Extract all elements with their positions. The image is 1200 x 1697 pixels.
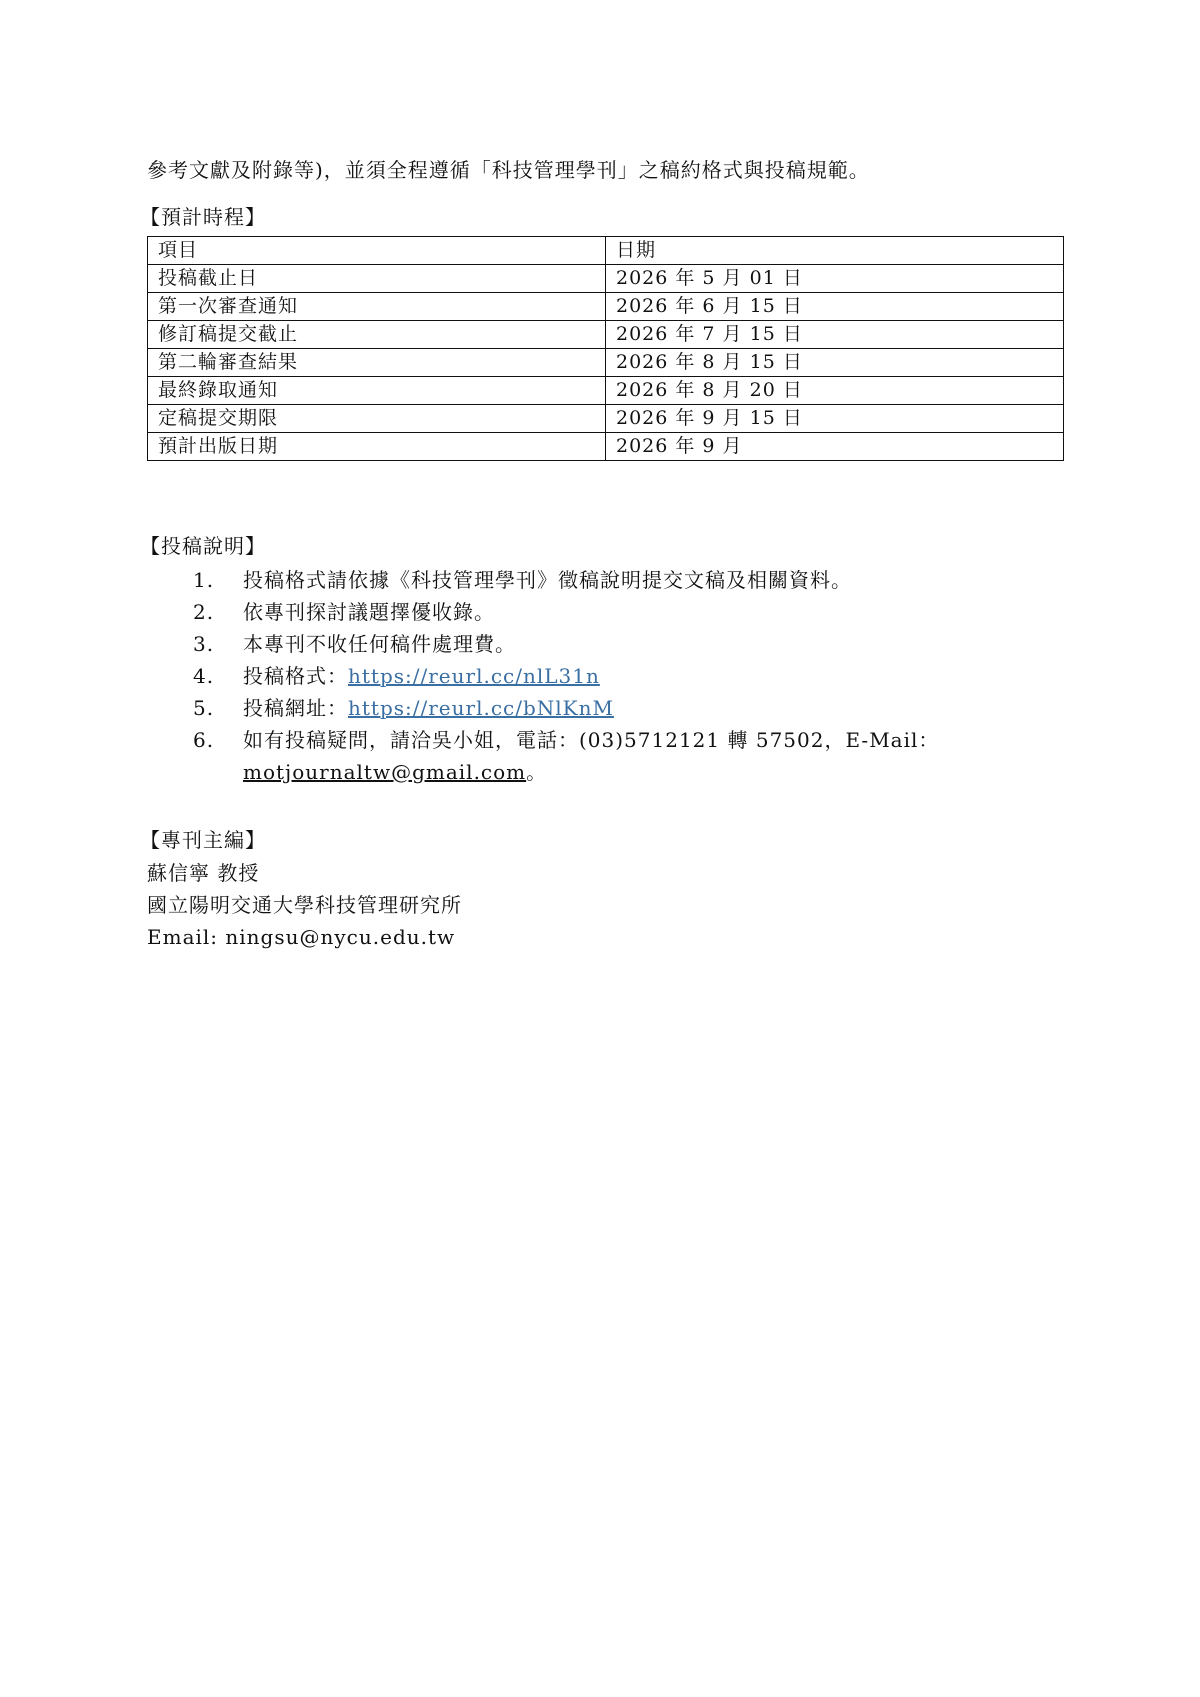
list-text: 本專刊不收任何稿件處理費。	[243, 632, 516, 656]
list-item-continuation	[243, 758, 547, 786]
row-item: 定稿提交期限	[148, 405, 606, 433]
list-item	[193, 566, 852, 594]
contact-email-link[interactable]: motjournaltw@gmail.com	[243, 760, 527, 784]
list-text: 如有投稿疑問，請洽吳小姐，電話：(03)5712121 轉 57502，E-Mail：	[243, 728, 940, 752]
editor-affiliation: 國立陽明交通大學科技管理研究所	[147, 893, 462, 917]
table-row	[148, 405, 1064, 433]
table-row	[148, 321, 1064, 349]
list-item	[193, 630, 516, 658]
format-link[interactable]: https://reurl.cc/nlL31n	[348, 664, 600, 688]
editor-name: 蘇信寧 教授	[147, 861, 260, 885]
list-item	[193, 694, 614, 722]
table-row	[148, 265, 1064, 293]
row-date: 2026 年 6 月 15 日	[606, 293, 1064, 321]
row-date: 2026 年 8 月 15 日	[606, 349, 1064, 377]
list-text: 依專刊探討議題擇優收錄。	[243, 600, 495, 624]
list-number: 5.	[193, 696, 215, 720]
row-date: 2026 年 7 月 15 日	[606, 321, 1064, 349]
list-number: 2.	[193, 600, 215, 624]
intro-line: 參考文獻及附錄等)，並須全程遵循「科技管理學刊」之稿約格式與投稿規範。	[147, 158, 870, 182]
table-row	[148, 349, 1064, 377]
row-item: 第二輪審查結果	[148, 349, 606, 377]
schedule-table	[147, 236, 1064, 461]
header-date: 日期	[606, 237, 1064, 265]
row-date: 2026 年 8 月 20 日	[606, 377, 1064, 405]
row-item: 投稿截止日	[148, 265, 606, 293]
editor-heading: 【專刊主編】	[140, 828, 266, 852]
row-item: 第一次審查通知	[148, 293, 606, 321]
instructions-heading: 【投稿說明】	[140, 534, 266, 558]
row-date: 2026 年 9 月 15 日	[606, 405, 1064, 433]
list-text: 投稿格式：	[243, 664, 348, 688]
row-item: 修訂稿提交截止	[148, 321, 606, 349]
row-item: 最終錄取通知	[148, 377, 606, 405]
table-header-row	[148, 237, 1064, 265]
list-number: 4.	[193, 664, 215, 688]
submission-link[interactable]: https://reurl.cc/bNlKnM	[348, 696, 614, 720]
list-item	[193, 726, 939, 754]
row-item: 預計出版日期	[148, 433, 606, 461]
header-item: 項目	[148, 237, 606, 265]
row-date: 2026 年 9 月	[606, 433, 1064, 461]
list-suffix: 。	[526, 760, 548, 784]
list-number: 3.	[193, 632, 215, 656]
schedule-heading: 【預計時程】	[140, 205, 266, 229]
table-row	[148, 377, 1064, 405]
list-item	[193, 662, 600, 690]
list-number: 1.	[193, 568, 215, 592]
list-number: 6.	[193, 728, 215, 752]
table-row	[148, 433, 1064, 461]
row-date: 2026 年 5 月 01 日	[606, 265, 1064, 293]
list-item	[193, 598, 495, 626]
editor-email: Email: ningsu@nycu.edu.tw	[147, 925, 456, 949]
list-text: 投稿格式請依據《科技管理學刊》徵稿說明提交文稿及相關資料。	[243, 568, 852, 592]
list-text: 投稿網址：	[243, 696, 348, 720]
table-row	[148, 293, 1064, 321]
